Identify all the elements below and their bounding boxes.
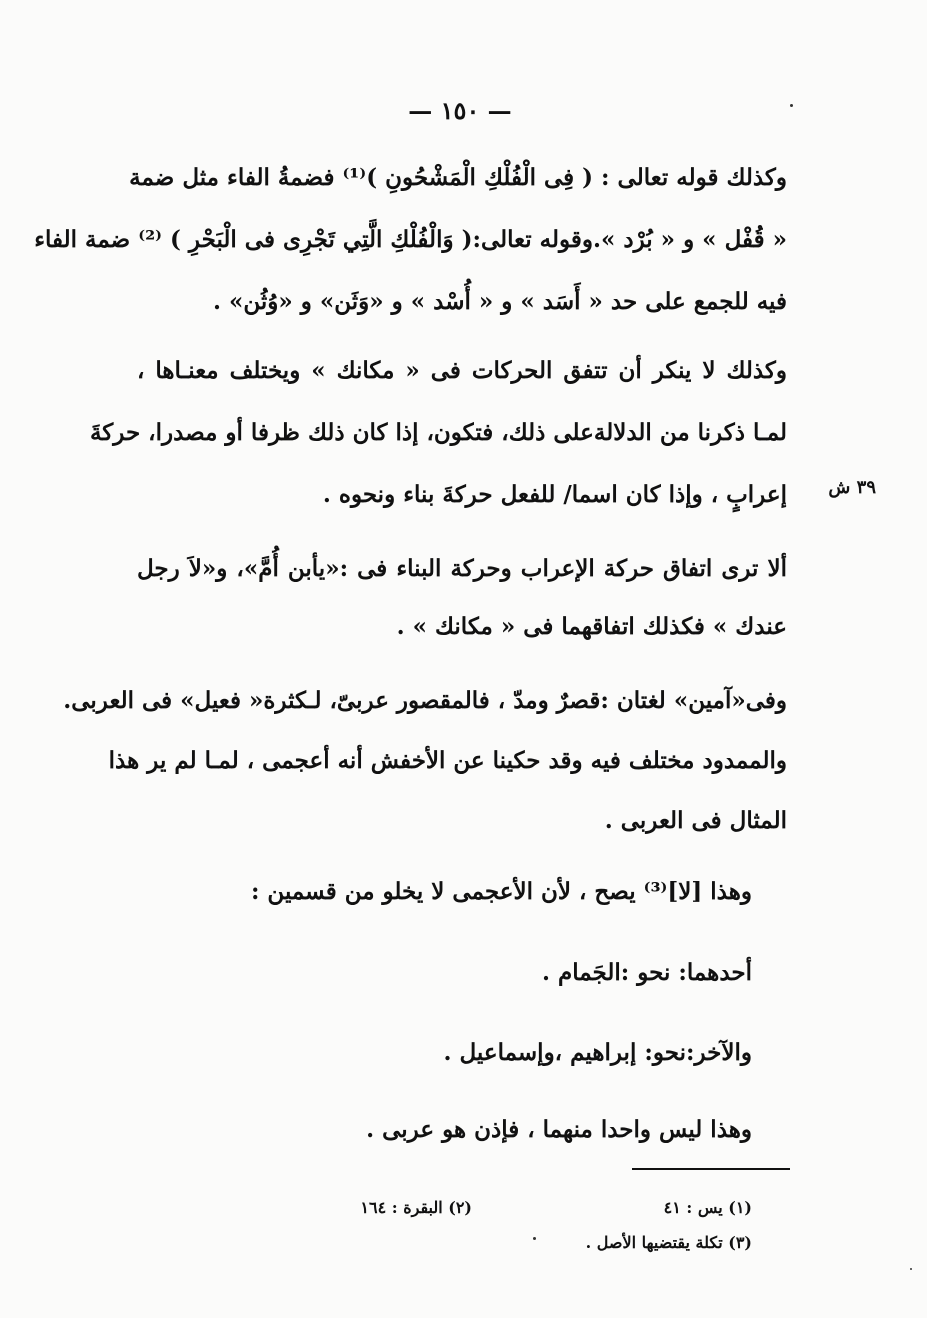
text-line-9: وفى«آمين» لغتان :قصرٌ ومدّ ، فالمقصور عربىّ، لـكثرة« فعيل» فى العربى. [63,687,787,714]
text-line-4: وكذلك لا ينكر أن تتفق الحركات فى « مكانك » ويختلف معنـاها ، [137,357,787,384]
text-line-8: عندك » فكذلك اتفاقهما فى « مكانك » . [396,613,787,640]
margin-note: ٣٩ ش [828,477,876,498]
text-line-7: ألا ترى اتفاق حركة الإعراب وحركة البناء فى :«يأبن أُمَّ»، و«لاَ رجل [137,555,787,582]
text-line-15: وهذا ليس واحدا منهما ، فإذن هو عربى . [366,1116,752,1143]
text-line-12: وهذا [لا]⁽³⁾ يصح ، لأن الأعجمى لا يخلو من قسمين : [250,878,752,905]
text-line-14: والآخر:نحو: إبراهيم ،وإسماعيل . [443,1039,752,1066]
scan-speck [533,1237,536,1240]
scan-speck [910,1268,912,1270]
text-line-1: وكذلك قوله تعالى : ( فِى الْفُلْكِ الْمَشْحُونِ )⁽¹⁾ فضمةُ الفاء مثل ضمة [129,164,787,191]
scan-speck [790,104,793,107]
text-line-3: فيه للجمع على حد « أَسَد » و « أُسْد » و «وَثَن» و «وُثُن» . [212,288,787,315]
text-line-13: أحدهما: نحو :الجَمام . [541,959,752,986]
page-number: — ١٥٠ — [408,96,512,125]
text-line-5: لمـا ذكرنا من الدلالةعلى ذلك، فتكون، إذا كان ذلك ظرفا أو مصدرا، حركةَ [89,419,787,446]
text-line-10: والممدود مختلف فيه وقد حكينا عن الأخفش أنه أعجمى ، لمـا لم ير هذا [108,747,787,774]
footnote-3: (٣) تكلة يقتضيها الأصل . [585,1233,752,1252]
text-line-11: المثال فى العربى . [604,807,787,834]
text-line-2: « قُفْل » و « بُرْد ».وقوله تعالى:( وَالْفُلْكِ الَّتِي تَجْرِى فى الْبَحْرِ ) ⁽²⁾ ضمة الفاء [34,226,787,253]
footnote-2: (٢) البقرة : ١٦٤ [360,1198,472,1217]
footnote-divider [632,1168,790,1170]
text-line-6: إعرابٍ ، وإذا كان اسما/ للفعل حركةَ بناء ونحوه . [322,481,787,508]
footnote-1: (١) يس : ٤١ [663,1198,752,1217]
